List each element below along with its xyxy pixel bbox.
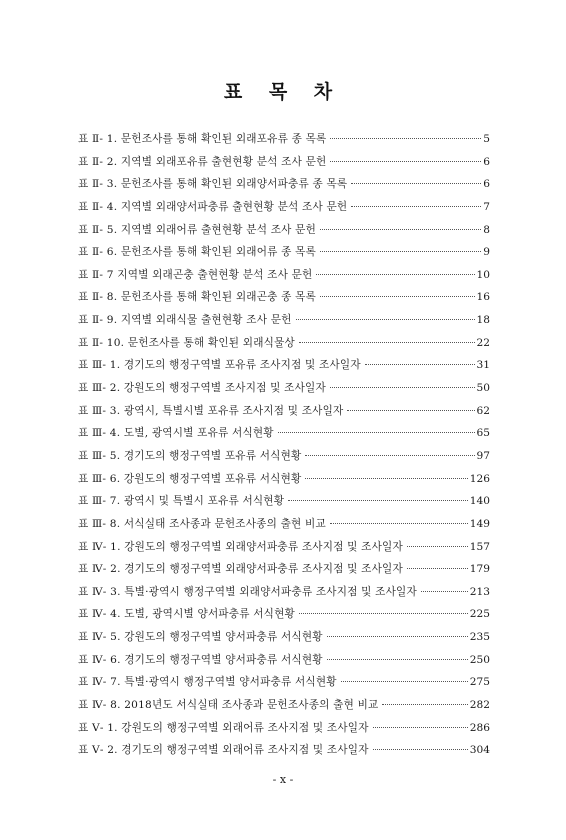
toc-entry-label: 표 Ⅳ- 3. 특별·광역시 행정구역별 외래양서파충류 조사지점 및 조사일자	[78, 585, 417, 598]
dot-leader	[407, 568, 468, 569]
dot-leader	[330, 161, 481, 162]
toc-entry-label: 표 Ⅴ- 1. 강원도의 행정구역별 외래어류 조사지점 및 조사일자	[78, 721, 369, 734]
toc-entry-label: 표 Ⅱ- 7 지역별 외래곤충 출현현황 분석 조사 문헌	[78, 268, 313, 281]
toc-entry-page-number: 250	[469, 653, 490, 666]
toc-entry-page-number: 16	[476, 291, 490, 304]
toc-entry-page-number: 65	[476, 427, 490, 440]
toc-entry-label: 표 Ⅱ- 3. 문헌조사를 통해 확인된 외래양서파충류 종 목록	[78, 178, 348, 191]
dot-leader	[278, 432, 475, 433]
toc-entry-page-number: 179	[469, 563, 490, 576]
toc-entry[interactable]	[78, 652, 490, 675]
toc-entry-page-number: 9	[483, 246, 490, 259]
toc-entry[interactable]	[78, 697, 490, 720]
toc-entry[interactable]	[78, 493, 490, 516]
dot-leader	[327, 659, 468, 660]
dot-leader	[320, 229, 481, 230]
toc-entry-label: 표 Ⅲ- 7. 광역시 및 특별시 포유류 서식현황	[78, 495, 285, 508]
toc-entry-page-number: 213	[469, 585, 490, 598]
dot-leader	[347, 410, 474, 411]
toc-entry[interactable]	[78, 312, 490, 335]
toc-entry[interactable]	[78, 267, 490, 290]
dot-leader	[330, 138, 481, 139]
toc-entry[interactable]	[78, 425, 490, 448]
toc-entry-page-number: 275	[469, 676, 490, 689]
toc-entry-page-number: 126	[469, 472, 490, 485]
toc-entry-page-number: 8	[483, 223, 490, 236]
toc-entry-label: 표 Ⅴ- 2. 경기도의 행정구역별 외래어류 조사지점 및 조사일자	[78, 744, 369, 757]
toc-entry[interactable]	[78, 131, 490, 154]
toc-entry[interactable]	[78, 674, 490, 697]
dot-leader	[296, 319, 475, 320]
toc-entry-label: 표 Ⅳ- 4. 도별, 광역시별 양서파충류 서식현황	[78, 608, 295, 621]
toc-entry[interactable]	[78, 629, 490, 652]
dot-leader	[351, 206, 481, 207]
dot-leader	[421, 591, 468, 592]
toc-entry[interactable]	[78, 199, 490, 222]
toc-entry-page-number: 10	[476, 268, 490, 281]
toc-entry-label: 표 Ⅲ- 6. 강원도의 행정구역별 포유류 서식현황	[78, 472, 302, 485]
toc-entry[interactable]	[78, 357, 490, 380]
toc-entry-page-number: 7	[483, 200, 490, 213]
toc-entry-label: 표 Ⅳ- 1. 강원도의 행정구역별 외래양서파충류 조사지점 및 조사일자	[78, 540, 403, 553]
toc-entry-label: 표 Ⅱ- 5. 지역별 외래어류 출현현황 분석 조사 문헌	[78, 223, 317, 236]
dot-leader	[373, 727, 468, 728]
dot-leader	[320, 251, 481, 252]
toc-entry-page-number: 50	[476, 382, 490, 395]
toc-entry-page-number: 225	[469, 608, 490, 621]
dot-leader	[299, 342, 475, 343]
toc-entry-label: 표 Ⅳ- 6. 경기도의 행정구역별 양서파충류 서식현황	[78, 653, 323, 666]
toc-entry-label: 표 Ⅱ- 8. 문헌조사를 통해 확인된 외래곤충 종 목록	[78, 291, 317, 304]
toc-entry-page-number: 304	[469, 744, 490, 757]
toc-entry[interactable]	[78, 222, 490, 245]
toc-entry-page-number: 18	[476, 314, 490, 327]
toc-entry-page-number: 149	[469, 517, 490, 530]
toc-entry[interactable]	[78, 516, 490, 539]
toc-entry-page-number: 235	[469, 631, 490, 644]
toc-entry-page-number: 6	[483, 155, 490, 168]
table-of-contents	[78, 131, 490, 765]
toc-entry[interactable]	[78, 471, 490, 494]
toc-entry-label: 표 Ⅲ- 5. 경기도의 행정구역별 포유류 서식현황	[78, 449, 302, 462]
toc-entry[interactable]	[78, 335, 490, 358]
toc-entry-label: 표 Ⅲ- 1. 경기도의 행정구역별 포유류 조사지점 및 조사일자	[78, 359, 361, 372]
page-number-footer: - x -	[272, 773, 294, 786]
toc-entry-page-number: 282	[469, 699, 490, 712]
toc-entry[interactable]	[78, 448, 490, 471]
toc-entry[interactable]	[78, 742, 490, 765]
toc-entry[interactable]	[78, 380, 490, 403]
dot-leader	[341, 681, 468, 682]
toc-entry-page-number: 31	[476, 359, 490, 372]
toc-entry[interactable]	[78, 244, 490, 267]
toc-entry-label: 표 Ⅲ- 3. 광역시, 특별시별 포유류 조사지점 및 조사일자	[78, 404, 344, 417]
toc-entry-label: 표 Ⅳ- 7. 특별·광역시 행정구역별 양서파충류 서식현황	[78, 676, 337, 689]
toc-entry-page-number: 286	[469, 721, 490, 734]
toc-entry-label: 표 Ⅱ- 6. 문헌조사를 통해 확인된 외래어류 종 목록	[78, 246, 317, 259]
dot-leader	[382, 704, 467, 705]
toc-entry[interactable]	[78, 154, 490, 177]
toc-entry-label: 표 Ⅱ- 10. 문헌조사를 통해 확인된 외래식물상	[78, 336, 295, 349]
toc-entry-label: 표 Ⅲ- 4. 도별, 광역시별 포유류 서식현황	[78, 427, 274, 440]
toc-entry-page-number: 62	[476, 404, 490, 417]
dot-leader	[288, 500, 468, 501]
toc-entry-label: 표 Ⅱ- 4. 지역별 외래양서파충류 출현현황 분석 조사 문헌	[78, 200, 348, 213]
dot-leader	[373, 749, 468, 750]
toc-entry-page-number: 140	[469, 495, 490, 508]
toc-entry-label: 표 Ⅱ- 2. 지역별 외래포유류 출현현황 분석 조사 문헌	[78, 155, 327, 168]
toc-entry[interactable]	[78, 561, 490, 584]
toc-entry-page-number: 157	[469, 540, 490, 553]
toc-entry[interactable]	[78, 584, 490, 607]
dot-leader	[305, 478, 467, 479]
dot-leader	[320, 296, 474, 297]
toc-entry-page-number: 97	[476, 449, 490, 462]
toc-entry-label: 표 Ⅱ- 9. 지역별 외래식물 출현현황 조사 문헌	[78, 314, 292, 327]
toc-entry-page-number: 22	[476, 336, 490, 349]
toc-entry[interactable]	[78, 403, 490, 426]
toc-entry[interactable]	[78, 606, 490, 629]
dot-leader	[365, 364, 475, 365]
toc-entry[interactable]	[78, 539, 490, 562]
dot-leader	[299, 613, 468, 614]
toc-entry[interactable]	[78, 176, 490, 199]
toc-entry-page-number: 5	[483, 133, 490, 145]
dot-leader	[316, 274, 474, 275]
toc-entry-label: 표 Ⅲ- 2. 강원도의 행정구역별 조사지점 및 조사일자	[78, 382, 326, 395]
dot-leader	[330, 523, 468, 524]
dot-leader	[305, 455, 474, 456]
toc-entry-label: 표 Ⅳ- 8. 2018년도 서식실태 조사종과 문헌조사종의 출현 비교	[78, 699, 379, 712]
toc-entry-label: 표 Ⅳ- 5. 강원도의 행정구역별 양서파충류 서식현황	[78, 631, 323, 644]
dot-leader	[330, 387, 475, 388]
toc-entry[interactable]	[78, 289, 490, 312]
toc-entry-label: 표 Ⅳ- 2. 경기도의 행정구역별 외래양서파충류 조사지점 및 조사일자	[78, 563, 403, 576]
toc-entry[interactable]	[78, 720, 490, 743]
toc-entry-page-number: 6	[483, 178, 490, 191]
dot-leader	[351, 183, 481, 184]
toc-entry-label: 표 Ⅱ- 1. 문헌조사를 통해 확인된 외래포유류 종 목록	[78, 133, 327, 145]
dot-leader	[327, 636, 468, 637]
toc-entry-label: 표 Ⅲ- 8. 서식실태 조사종과 문헌조사종의 출현 비교	[78, 517, 326, 530]
page-title: 표 목 차	[223, 81, 343, 103]
dot-leader	[407, 546, 468, 547]
